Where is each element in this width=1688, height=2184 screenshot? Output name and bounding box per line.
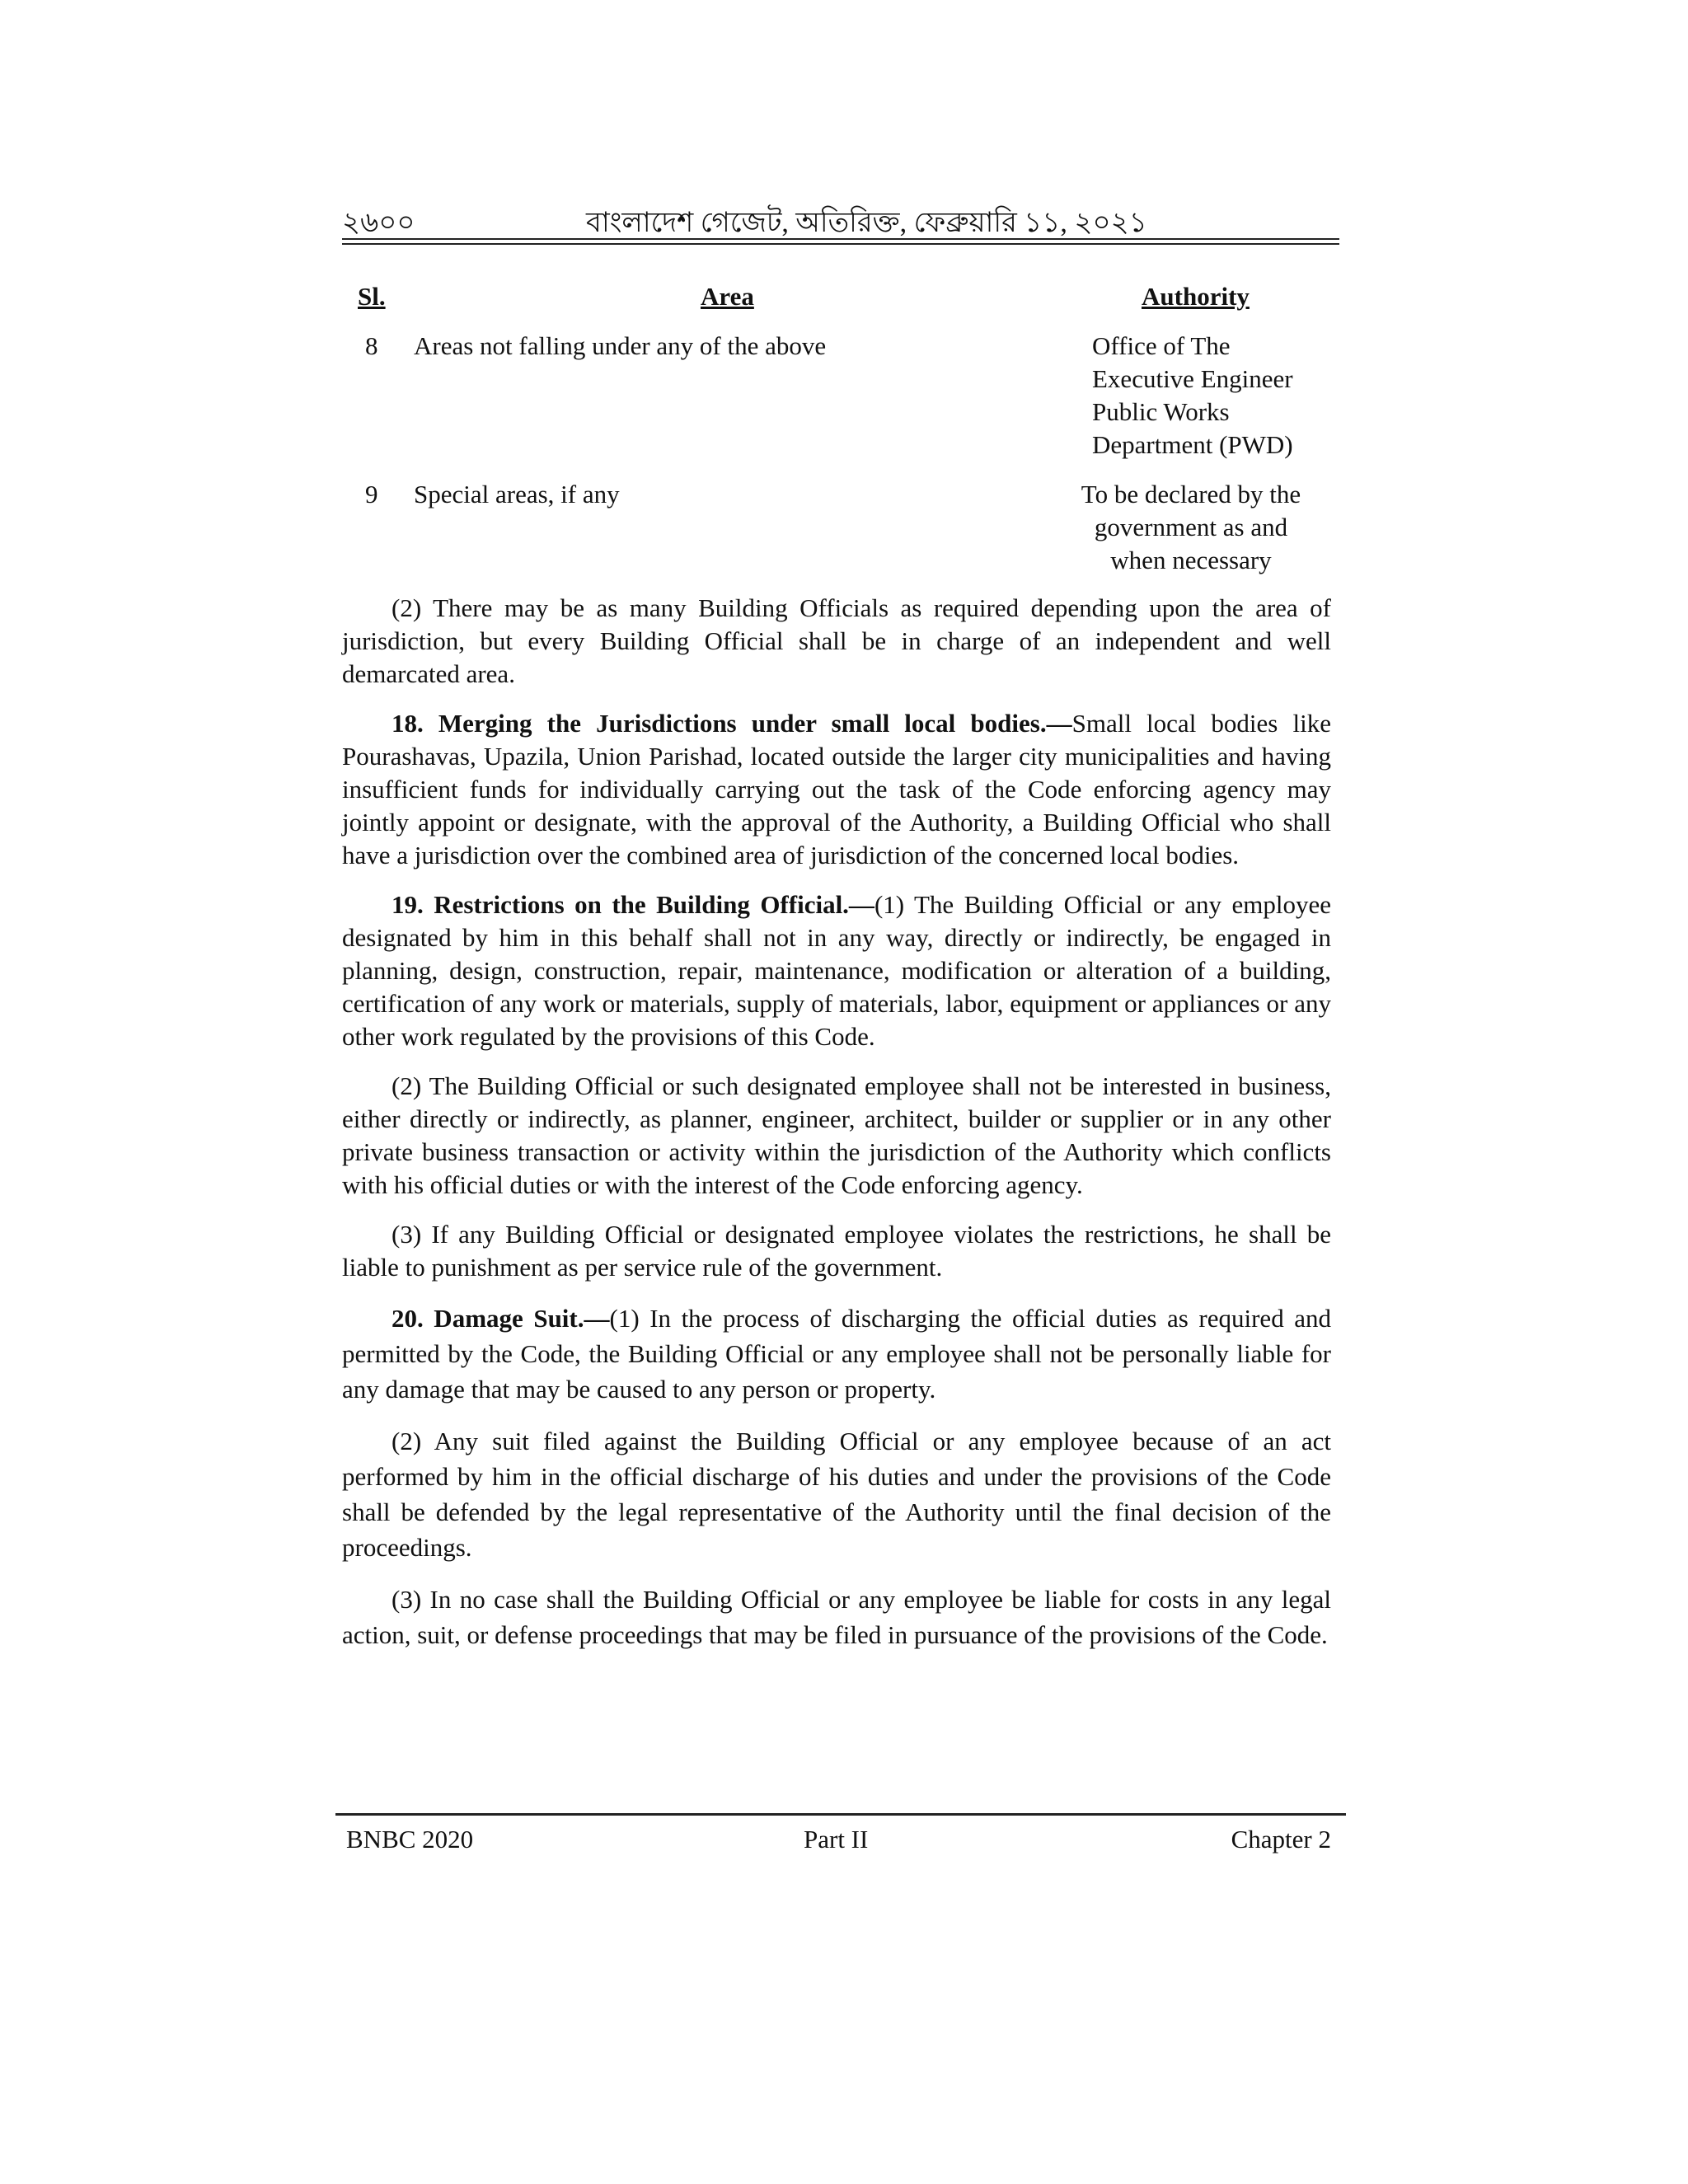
header-rule-bottom (342, 243, 1339, 245)
authority-line: Department (PWD) (1092, 430, 1293, 459)
paragraph-17-2: (2) There may be as many Building Officials as required depending upon the area of jurisdiction, but every Building Official shall be in charge of an independent and well demarcated area. (342, 593, 1331, 688)
section-20 (342, 1301, 1331, 1407)
section-19-heading: 19. Restrictions on the Building Official.— (392, 890, 874, 919)
section-18-text: Small local bodies like Pourashavas, Upazila, Union Parishad, located outside the larger city municipalities and having insufficient funds for individually carrying out the task of the Code enforcing agency may jointly appoint or designate, with the approval of the Authority, a Building Official who shall have a jurisdiction over the combined area of jurisdiction of the concerned local bodies. (342, 709, 1331, 869)
document-page (342, 0, 1339, 2184)
paragraph-19-2: (2) The Building Official or such designated employee shall not be interested in business, either directly or indirectly, as planner, engineer, architect, builder or supplier or in any other private business transaction or activity within the jurisdiction of the Authority which conflicts with his official duties or with the interest of the Code enforcing agency. (342, 1071, 1331, 1199)
column-header-sl: Sl. (358, 282, 386, 311)
section-19-text: (1) The Building Official or any employee designated by him in this behalf shall not in any way, directly or indirectly, be engaged in planning, design, construction, repair, maintenance, modification or alteration of a building, certification of any work or materials, supply of materials, labor, equipment or appliances or any other work regulated by the provisions of this Code. (342, 890, 1331, 1051)
gazette-title: বাংলাদেশ গেজেট, অতিরিক্ত, ফেব্রুয়ারি ১১, ২০২১ (586, 208, 1147, 238)
section-18 (342, 707, 1331, 872)
authority-line: Office of The (1092, 331, 1231, 360)
page-footer (342, 1825, 1331, 1861)
section-18-heading: 18. Merging the Jurisdictions under small local bodies.— (392, 709, 1072, 738)
row-sl: 8 (365, 331, 378, 360)
authority-table (342, 280, 1339, 593)
section-19 (342, 888, 1331, 1053)
header-rule-top (342, 238, 1339, 240)
row-authority (1067, 330, 1315, 462)
column-header-authority: Authority (1142, 282, 1250, 311)
table-header (342, 280, 1339, 330)
paragraph-20-3: (3) In no case shall the Building Official or any employee be liable for costs in any legal action, suit, or defense proceedings that may be filed in pursuance of the provisions of the Code. (342, 1585, 1331, 1649)
row-area: Areas not falling under any of the above (414, 331, 827, 360)
column-header-area: Area (701, 282, 754, 311)
page-header (342, 198, 1339, 239)
paragraph-19-3: (3) If any Building Official or designated employee violates the restrictions, he shall be liable to punishment as per service rule of the government. (342, 1220, 1331, 1282)
row-authority (1067, 478, 1315, 577)
section-20-heading: 20. Damage Suit.— (392, 1304, 610, 1333)
footer-part: Part II (804, 1825, 869, 1854)
row-area: Special areas, if any (414, 480, 620, 509)
footer-rule (335, 1813, 1346, 1816)
authority-line: when necessary (1110, 546, 1272, 574)
footer-chapter: Chapter 2 (1231, 1825, 1331, 1854)
page-number: ২৬০০ (342, 208, 415, 238)
authority-line: government as and (1094, 513, 1288, 541)
footer-code-name: BNBC 2020 (346, 1825, 474, 1854)
row-sl: 9 (365, 480, 378, 509)
authority-line: Executive Engineer (1092, 364, 1293, 393)
table-row (342, 478, 1339, 593)
table-row (342, 330, 1339, 478)
authority-line: Public Works (1092, 397, 1230, 426)
document-body (342, 592, 1331, 1669)
section-20-text: (1) In the process of discharging the official duties as required and permitted by the Code, the Building Official or any employee shall not be personally liable for any damage that may be caused to any person or property. (342, 1304, 1331, 1404)
paragraph-20-2: (2) Any suit filed against the Building Official or any employee because of an act performed by him in the official discharge of his duties and under the provisions of the Code shall be defended by the legal representative of the Authority until the final decision of the proceedings. (342, 1427, 1331, 1562)
authority-line: To be declared by the (1081, 480, 1301, 509)
